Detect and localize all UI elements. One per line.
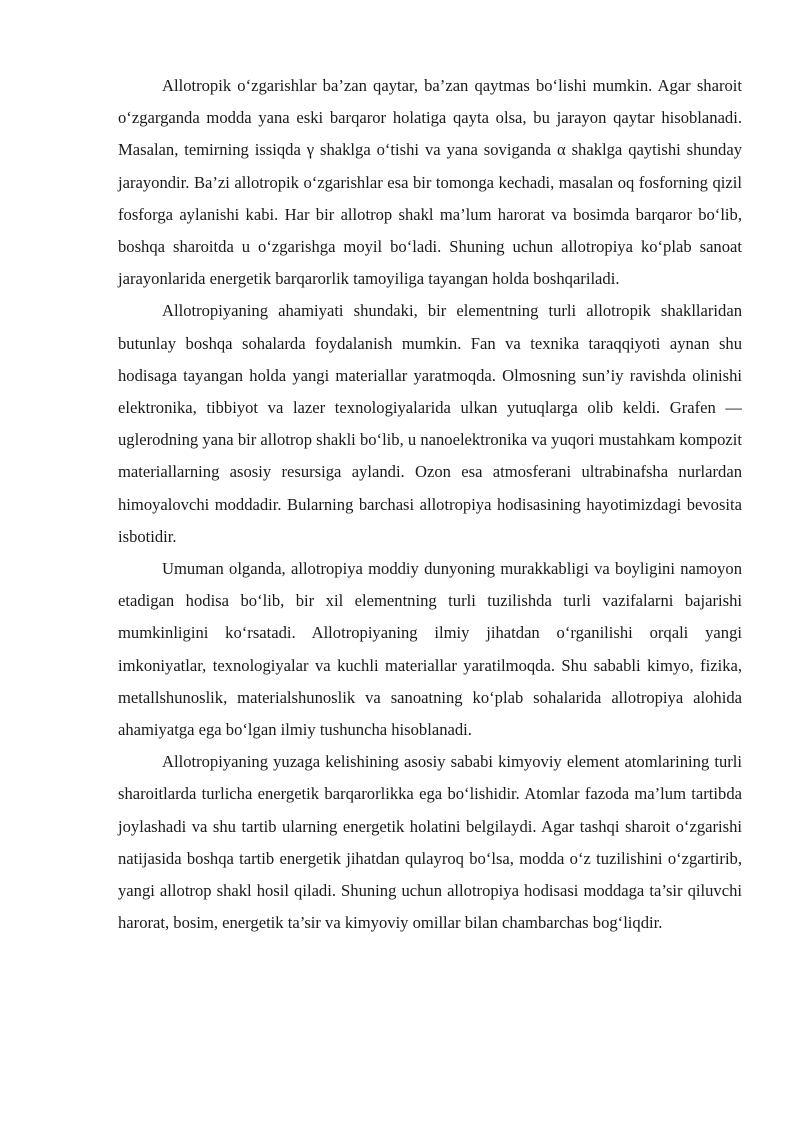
paragraph-summary: Umuman olganda, allotropiya moddiy dunyoning murakkabligi va boyligini namoyon etadigan hodisa bo‘lib, bir xil elementning turli tuzilishda turli vazifalarni bajarishi mumkinligini ko‘rsatadi. Allotropiyaning ilmiy jihatdan o‘rganilishi orqali yangi imkoniyatlar, texnologiyalar va kuchli materiallar yaratilmoqda. Shu sababli kimyo, fizika, metallshunoslik, materialshunoslik va sanoatning ko‘plab sohalarida allotropiya alohida ahamiyatga ega bo‘lgan ilmiy tushuncha hisoblanadi. (118, 559, 742, 740)
paragraph-reversibility: Allotropik o‘zgarishlar ba’zan qaytar, ba’zan qaytmas bo‘lishi mumkin. Agar sharoit o‘zgarganda modda yana eski barqaror holatiga qayta olsa, bu jarayon qaytar hisoblanadi. Masalan, temirning issiqda γ shaklga o‘tishi va yana soviganda α shaklga qaytishi shunday jarayondir. Ba’zi allotropik o‘zgarishlar esa bir tomonga kechadi, masalan oq fosforning qizil fosforga aylanishi kabi. Har bir allotrop shakl ma’lum harorat va bosimda barqaror bo‘lib, boshqa sharoitda u o‘zgarishga moyil bo‘ladi. Shuning uchun allotropiya ko‘plab sanoat jarayonlarida energetik barqarorlik tamoyiliga tayangan holda boshqariladi. (118, 76, 742, 289)
document-page (118, 70, 742, 939)
paragraph-importance: Allotropiyaning ahamiyati shundaki, bir elementning turli allotropik shakllaridan butunlay boshqa sohalarda foydalanish mumkin. Fan va texnika taraqqiyoti aynan shu hodisaga tayangan holda yangi materiallar yaratmoqda. Olmosning sun’iy ravishda olinishi elektronika, tibbiyot va lazer texnologiyalarida ulkan yutuqlarga olib keldi. Grafen — uglerodning yana bir allotrop shakli bo‘lib, u nanoelektronika va yuqori mustahkam kompozit materiallarning asosiy resursiga aylandi. Ozon esa atmosferani ultrabinafsha nurlardan himoyalovchi moddadir. Bularning barchasi allotropiya hodisasining hayotimizdagi bevosita isbotidir. (118, 301, 742, 546)
paragraph-cause: Allotropiyaning yuzaga kelishining asosiy sababi kimyoviy element atomlarining turli sharoitlarda turlicha energetik barqarorlikka ega bo‘lishidir. Atomlar fazoda ma’lum tartibda joylashadi va shu tartib ularning energetik holatini belgilaydi. Agar tashqi sharoit o‘zgarishi natijasida boshqa tartib energetik jihatdan qulayroq bo‘lsa, modda o‘z tuzilishini o‘zgartirib, yangi allotrop shakl hosil qiladi. Shuning uchun allotropiya hodisasi moddaga ta’sir qiluvchi harorat, bosim, energetik ta’sir va kimyoviy omillar bilan chambarchas bog‘liqdir. (118, 752, 742, 933)
